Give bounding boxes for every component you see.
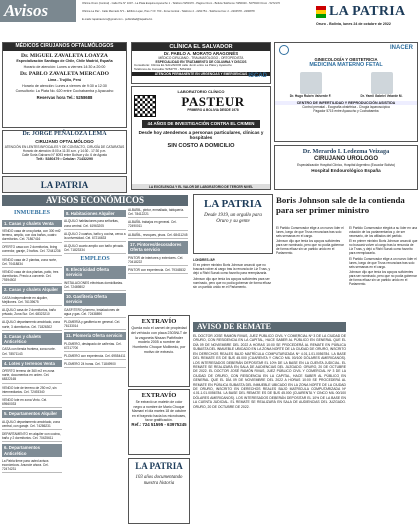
article-paragraph: Johnson dijo que tenía los apoyos suficientes para ser nominado, pero que no podía gobernar de forma eficaz sin un partido unido en el Parlamento. [193,276,271,289]
services: Control prenatal - Ecografía obstétrica - Cirugía laparoscópica [302,105,390,110]
remate-title: AVISO DE REMATE [193,322,346,332]
consult-phone: Teléfonos de Consulta: 5264770 - 5262110 [134,67,192,72]
tagline: PRIMERO A BOLIVIA DESDE 1978 [187,108,239,112]
ad-extravio-2 [128,389,190,455]
classified-item: DEPARTAMENTO en alquiler con cocina, baño y 2 dormitorios. Cel. 70425611 [2,432,62,442]
emails: E-mails: lapatriaoruro@gmail.com - publicidad@lapatria.bo [82,18,153,21]
section-title: Avisos [0,0,76,22]
category-header: 6. Departamentos Anticrético [2,444,62,457]
article-paragraph: Johnson dijo que tenía los apoyos suficientes para ser nominado, pero que no podía gobernar de forma eficaz sin un partido unido en el Parlamento. [276,239,344,256]
extravio-body: Se extravió un maletín de color negro a nombre de Mario Choque Mamani el día martes 18 de octubre en el trayecto hacia los microbuses, favor gratificación. [131,400,187,422]
classified-item: ALBAÑIL, revoques, pisos. Cel. 68411245 [128,233,188,239]
years-text: 103 años documentando nuestra historia [135,475,183,487]
office-info-lapaz: Oficina La Paz - Calle Mercado N°1 - Edificio Lujan, Piso 7 Of. 703 - Zona Central - Teléfono 2 - 2291751 - Teléfonos Fax: 2 - 2204578 - 2290878 [82,10,255,13]
category-header: 10. Gasfitería Oferta servicio [64,293,126,306]
category-header: EMPLEOS [80,256,110,263]
category-header: 9. Electricidad Oferta servicio [64,266,126,279]
ad-extravio-1 [128,315,190,387]
article-body-left [193,258,273,320]
specialty-2: ESPECIALIDAD EN TRATAMIENTO DE COLUMNA Y DISCOS [155,60,247,65]
specialty: MÉDICO CIRUJANO - TRAUMATÓLOGO - ORTOPEDISTA [158,56,244,61]
pasteur-body [132,94,270,118]
ad-pasteur [131,86,271,190]
la-patria-promo [193,194,273,254]
brand-logo: LA PATRIA [316,4,416,20]
category-header: 3. Casas y chalets Anticrético [2,333,62,346]
flag-icon [316,6,326,18]
urgencias: ATENCIÓN PERMANENTE EN URGENCIAS Y EMERGENCIAS [132,72,270,76]
hours: Horario de atención: 8:00 a 11:30 a.m. y 14:30 - 17:30 p.m. [22,149,107,153]
classified-item: PINTOR con experiencia. Cel. 79345532 [128,268,188,274]
no-cost: SIN COSTO A DOMICILIO [167,142,235,149]
doctors-row [275,72,417,98]
gineco-logos [275,43,417,57]
doctor-spec-2: Lima - Trujillo, Perú [47,78,82,83]
ad-medicos-oftalmologos [2,42,127,128]
la-patria-logo: LA PATRIA [40,180,89,190]
classified-item: CASA independiente en alquiler, Mejillones. Cel. 76139675 [2,296,62,306]
classified-item: ALBAÑIL trabajos en general. Cel. 72490011 [128,220,188,230]
article-paragraph: El Partido Conservador elegirá a su líder en una votación de los parlamentarios y, de ser necesario, de los afiliados del partido. [349,226,418,238]
hours-2: Horario de atención: Lunes a viernes de 9:30 a 12:30 [22,83,107,88]
classified-item: VENDO casa de 2 plantas, zona norte, Cel. 70418834 [2,258,62,268]
remate-text: EL DOCTOR JOSÉ RAMÓN RIVAS, JUEZ PÚBLICO CIVIL Y COMERCIAL Nº 3 DE LA CIUDAD DE ORURO, CON RESIDENCIA EN LA CAPITAL, HACE SABER AL PÚBLICO EN GENERAL QUE EL DÍA 09 DE NOVIEMBRE DEL 2022 A HORAS 10:00 SE PROCEDERÁ AL REMATE EN PÚBLICA SUBASTA DEL INMUEBLE UBICADO EN LA ZONA NORTE DE LA CIUDAD DE ORURO, INSCRITO EN DERECHOS REALES BAJO MATRÍCULA COMPUTARIZADA Nº 4.01.1.01.0056784. LA BASE DEL REMATE ES DE $US 45.000 (CUARENTA Y CINCO MIL 00/100 DÓLARES AMERICANOS). LOS INTERESADOS DEBERÁN DEPOSITAR EL 10% DE LA BASE EN LA CUENTA JUDICIAL. EL REMATE SE REALIZARÁ EN SALA DE AUDIENCIAS DEL JUZGADO. ORURO, 20 DE OCTUBRE DE 2022. [193,334,346,374]
brand: LA PATRIA [204,198,262,210]
years-banner: 44 AÑOS DE INVESTIGACIÓN CONTRA EL CRIMEN [142,120,260,128]
doctor-name: Dr. JORGE PEÑALOZA LEMA [22,131,107,137]
caduceus-icon [279,45,289,55]
classified-item: ALQUILO habitaciones para señoritas, zona central. Cel. 61963205 [64,219,126,229]
economicos-col-2 [64,208,126,526]
classified-item: La Patria tiene para usted avisos económicos. Anuncie ahora. Cel. 72474231 [2,459,62,473]
specialization: Especialización Hospital Clínico, Hospital Argentino (Ecuador Bolivia) [297,163,395,168]
classified-item: PLOMERO, destapado de cañerías. Cel. 67217700 [64,342,126,352]
classified-item: OFERTO casa con 2 dormitorios, living comedor, garaje, 2 baños. Cel. 72441236 [2,245,62,255]
category-header: 1. Casas y chalets Venta [2,220,62,227]
ad-subtitle: MEDICINA MATERNO FETAL [309,62,383,69]
article-body-middle [276,226,346,320]
doctor-spec: CIRUJANO OFTALMÓLOGO [35,138,94,144]
ad-merardo [274,145,418,190]
doctor-name-2: Dr. Yamil Gabriel Velarde M. [360,94,403,98]
article-paragraph: El Partido Conservador elige a un nuevo líder el lunes, luego de que Truss renunciara tras solo seis semanas en el cargo. [349,256,417,269]
economicos-header: AVISOS ECONÓMICOS [2,195,188,206]
classified-item: INSTALACIONES eléctricas domiciliarias. Cel. 72469802 [64,281,126,291]
ad-ginecologia [274,42,418,142]
article-dateline: LONDRES /AP. [193,258,216,262]
lab-label: LABORATORIO CLÍNICO [177,89,225,94]
ad-title: MÉDICOS CIRUJANOS OFTALMÓLOGOS [3,43,126,51]
phone: Telf.: 5280479 • Celular: 71432290 [36,157,93,161]
inacer-logo: INACER [389,45,413,51]
article-paragraph: El ex primer ministro Boris Johnson anunció que no buscará volver al cargo tras la renuncia de Liz Truss, y dejó a Rishi Sunak como favorito para reemplazarla. [349,239,418,256]
classified-item: GASFITERO plomero, instalaciones de agua y gas. Cel. 72438890 [64,308,126,318]
article-paragraph: El ex primer ministro Boris Johnson anunció que no buscará volver al cargo tras la renuncia de Liz Truss, y dejó a Rishi Sunak como favorito para reemplazarla. [193,263,271,276]
phone: Reservas hora Tel.: 5258688 [36,94,93,100]
classified-item: VENDO casa de una planta, con 300 mt2 terreno, amplio, con dos baños, cuatro dormitorios. Cel. 71867416 [2,229,62,243]
extravio-body: Queda nulo el carnet de propiedad del vehículo con placa 2303NLT de la vagoneta Nissan Pathfinder modelo 2005 a nombre de Humberto Choque Mollinedo, por motivo de extravío. [131,326,188,354]
category-header: 4. Lotes y terrenos Venta [2,360,62,367]
doctor-name-1: Dr. Hugo Rubén Valverde F. [289,94,332,98]
services: Desde hoy atendemos a personas particulares, clínicas y hospitales [138,129,264,140]
consult-address: Consultorio: Clínica EL SALVADOR calle Junín entre La Plata y Ayacucho [134,63,232,68]
doctor-name: Dr. PABLO A. MORATO ARAGONÉS [163,50,239,56]
classified-item: VENDO lote de terreno de 250 m2, sin intermediarios. Cel. 72493340 [2,386,62,396]
ad-jorge-penaloza [2,130,127,174]
category-header: INMUEBLES [13,210,50,216]
doctor-name: Dr. MIGUEL ZAVALETA LOAYZA [21,52,108,59]
classified-item: PLOMERO con experiencia. Cel. 69554411 [64,354,126,360]
hours: Horario de atención: Lunes a viernes 14:30 a 20:00 [23,64,106,69]
category-header: 5. Departamentos Alquiler [2,410,62,417]
category-header: 2. Casas y chalets Alquiler [2,286,62,293]
classified-item: ALQUILO casa de 2 dormitorios, baño privado, Zona Sur. Cel. 68323210 [2,308,62,318]
doctor-photo [300,72,322,94]
center-name: CENTRO DE INFERTILIDAD Y REPRODUCCIÓN ASISTIDA [275,101,417,105]
category-header: 8. Habitaciones Alquiler [64,210,126,217]
address: Pagador 5715 entre Ayacucho y Cochabamba [313,109,379,114]
ad-title: CLÍNICA EL SALVADOR [132,43,270,51]
doctor-photo [371,72,393,94]
classified-item: PINTOR de interiores y exteriores. Cel. 70418222 [128,256,188,266]
remate-body [193,334,346,524]
doctor-name: Dr. Merardo I. Ledezma Veizaga [302,148,390,155]
classified-item: ALBAÑIL, pintor, enmallado, tabiquería. Cel. 78412221 [128,208,188,218]
classified-item: VENDO casa de dos plantas, patio, tres dormitorios. Precio a convenir. Cel. 79394502 [2,270,62,284]
ad-la-patria-small [2,176,127,193]
address: Consultorio: La Plata No. 620 entre Cochabamba y Ayacucho [15,89,114,94]
remate-text: EL DOCTOR JOSÉ RAMÓN RIVAS, JUEZ PÚBLICO CIVIL Y COMERCIAL Nº 3 DE LA CIUDAD DE ORURO, CON RESIDENCIA EN LA CAPITAL, HACE SABER AL PÚBLICO EN GENERAL QUE EL DÍA 09 DE NOVIEMBRE DEL 2022 A HORAS 10:00 SE PROCEDERÁ AL REMATE EN PÚBLICA SUBASTA DEL INMUEBLE UBICADO EN LA ZONA NORTE DE LA CIUDAD DE ORURO, INSCRITO EN DERECHOS REALES BAJO MATRÍCULA COMPUTARIZADA Nº 4.01.1.01.0056784. LA BASE DEL REMATE ES DE $US 45.000 (CUARENTA Y CINCO MIL 00/100 DÓLARES AMERICANOS). LOS INTERESADOS DEBERÁN DEPOSITAR EL 10% DE LA BASE EN LA CUENTA JUDICIAL. EL REMATE SE REALIZARÁ EN SALA DE AUDIENCIAS DEL JUZGADO. ORURO, 20 DE OCTUBRE DE 2022. [193,369,346,409]
office-info: Oficina Oruro (Central) - Calle Pie N° 1007 - La Plata Esquina Ayacucho 1 - Teléfono 5251970 - Página Oruro - Bolivia Teléfonos: 5250020 - 5275020 Oruro - 5272170 [82,2,280,5]
hospital: Hospital Endourológico España [311,168,381,174]
classified-item: ALQUILO departamento amoblado, zona central, con garaje. Cel. 74286231 [2,420,62,430]
qr-icon [134,95,156,117]
ad-clinica-el-salvador [131,42,271,84]
economicos-col-3 [128,208,188,313]
classified-item: VENDO lote en zona Vinto. Cel. 69560033 [2,398,62,408]
services: ATENCIÓN EN LENTES BIFOCALES Y DE CONTACTO, CIRUGÍA DE CATARATAS [4,145,125,149]
masthead [0,0,420,31]
doctor-spec: Especialización Santiago de Chile, Chile Madrid, España [16,59,113,64]
promo-text: Desde 1919, un orgullo para Oruro y su gente [204,212,262,224]
brand: LA PATRIA [135,461,183,471]
economicos-col-1 [2,208,62,526]
ad-title: GINECOLOGÍA Y OBSTETRICIA [314,57,378,62]
iscad-logo: ISCAD [248,73,267,79]
extravio-title: EXTRAVÍO [141,392,177,399]
extravio-title: EXTRAVÍO [141,318,177,325]
dateline: Oruro - Bolivia, lunes 24 de octubre de 2022 [316,22,391,26]
classified-item: PLOMERO 24 horas. Cel. 71849900 [64,362,126,368]
address: Calle Soria Galvarro N° 8093 entre Bolívar y Av. 6 de Agosto [21,153,108,157]
classified-item: ALQUILO 2 cuartos, baño y cocina, cerca a la universidad. Cel. 67216633 [64,232,126,242]
ad-la-patria-years [128,458,190,524]
classified-item: OFERTO terreno de 360 m2 en zona norte, documentos en orden. Cel. 68322165 [2,369,62,383]
classified-item: PLOMERÍA y gasfitería en general. Cel. 76133014 [64,320,126,330]
pasteur-footer: LA EXCELENCIA Y EL VALOR DE LABORATORIO DE TERCER NIVEL [132,184,270,189]
article-body-right [349,226,418,524]
classified-item: ALQUILO cuarto amplio con baño privado. Cel. 71823334 [64,244,126,254]
category-header: 17. Pintores/decoradores Oferta servicio [128,241,188,254]
extravio-ref: Ref.: 724 51595 - 63975245 [131,422,187,428]
article-paragraph: El Partido Conservador elige a un nuevo líder el lunes, luego de que Truss renunciara tras solo seis semanas en el cargo. [276,226,344,238]
doctor-spec: CIRUJANO UROLOGO [313,155,378,162]
article-headline: Boris Johnson sale de la contienda para ser primer ministro [276,195,405,216]
category-header: 11. Plomería Oferta servicio [64,332,126,339]
classified-item: ALQUILO departamento amoblado, zona norte, 3 dormitorios. Cel. 71826302 [2,320,62,330]
article-paragraph: Johnson dijo que tenía los apoyos suficientes para ser nominado, pero que no podía gobernar de forma eficaz sin un partido unido en el Parlamento. [349,270,417,287]
classified-item: CASA con tienda frontera, zona norte. Cel. 78571143 [2,347,62,357]
doctor-name-2: Dr. PABLO ZAVALETA MERCADO [20,71,109,78]
pasteur-name: PASTEUR [181,94,245,109]
